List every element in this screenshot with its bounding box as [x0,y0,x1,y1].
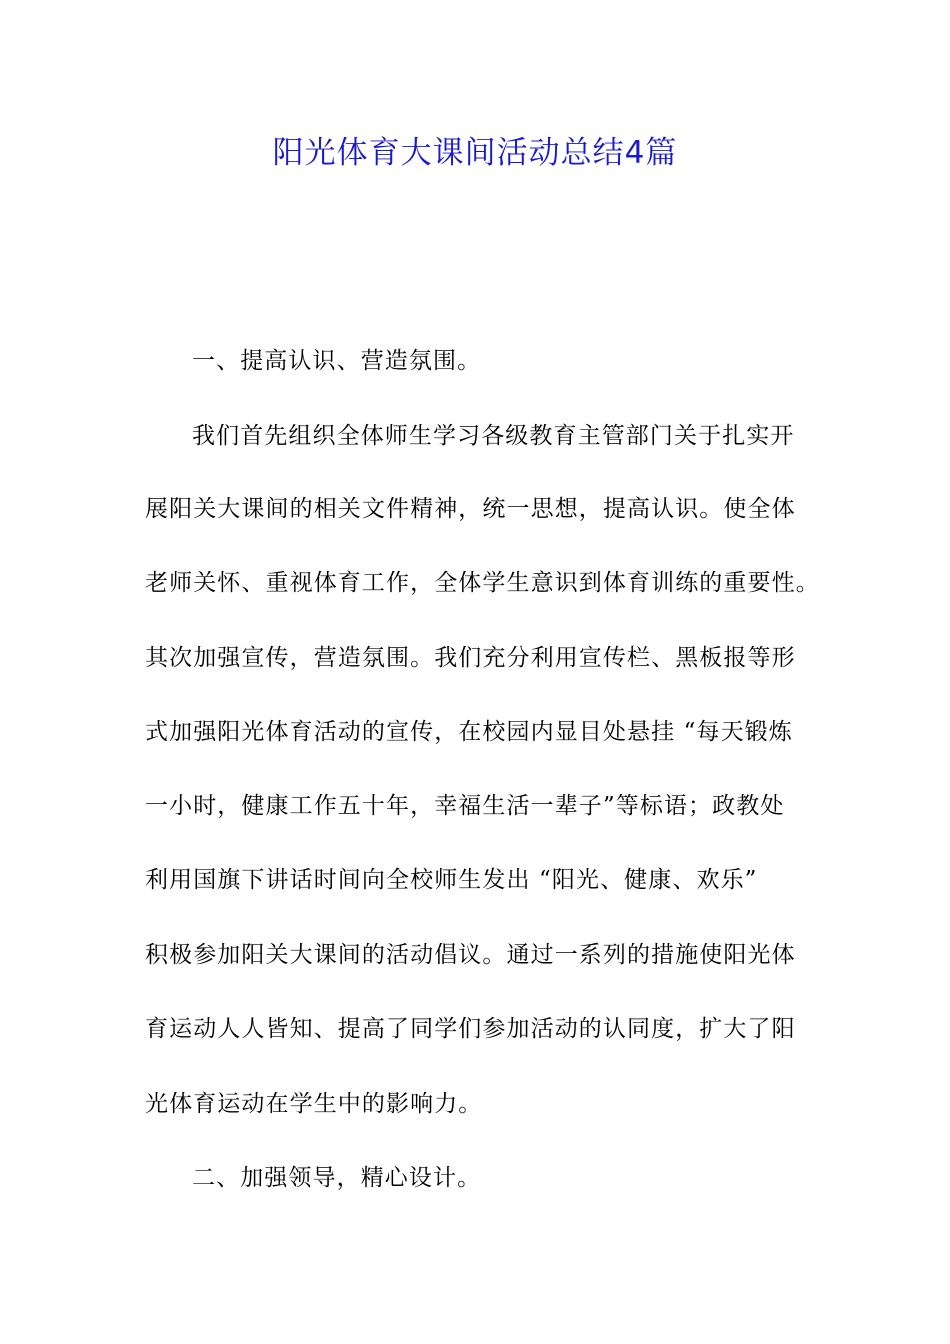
paragraph-line: 光体育运动在学生中的影响力。 [145,1091,483,1117]
paragraph-line: 积极参加阳关大课间的活动倡议。通过一系列的措施使阳光体 [145,942,796,968]
paragraph-line: 一小时，健康工作五十年，幸福生活一辈子”等标语；政教处 [145,793,785,819]
section-heading-1: 一、提高认识、营造氛围。 [192,348,482,374]
paragraph-line: 育运动人人皆知、提高了同学们参加活动的认同度，扩大了阳 [145,1016,796,1042]
section-heading-2: 二、加强领导，精心设计。 [192,1165,482,1191]
paragraph-line: 老师关怀、重视体育工作，全体学生意识到体育训练的重要性。 [145,570,820,596]
paragraph-line: 其次加强宣传，营造氛围。我们充分利用宣传栏、黑板报等形 [145,645,796,671]
document-title: 阳光体育大课间活动总结4篇 [272,135,678,171]
paragraph-line: 我们首先组织全体师生学习各级教育主管部门关于扎实开 [192,423,795,449]
paragraph-line: 利用国旗下讲话时间向全校师生发出 “阳光、健康、欢乐” [145,867,758,893]
paragraph-line: 式加强阳光体育活动的宣传，在校园内显目处悬挂 “每天锻炼 [145,719,793,745]
paragraph-line: 展阳关大课间的相关文件精神，统一思想，提高认识。使全体 [145,496,796,522]
